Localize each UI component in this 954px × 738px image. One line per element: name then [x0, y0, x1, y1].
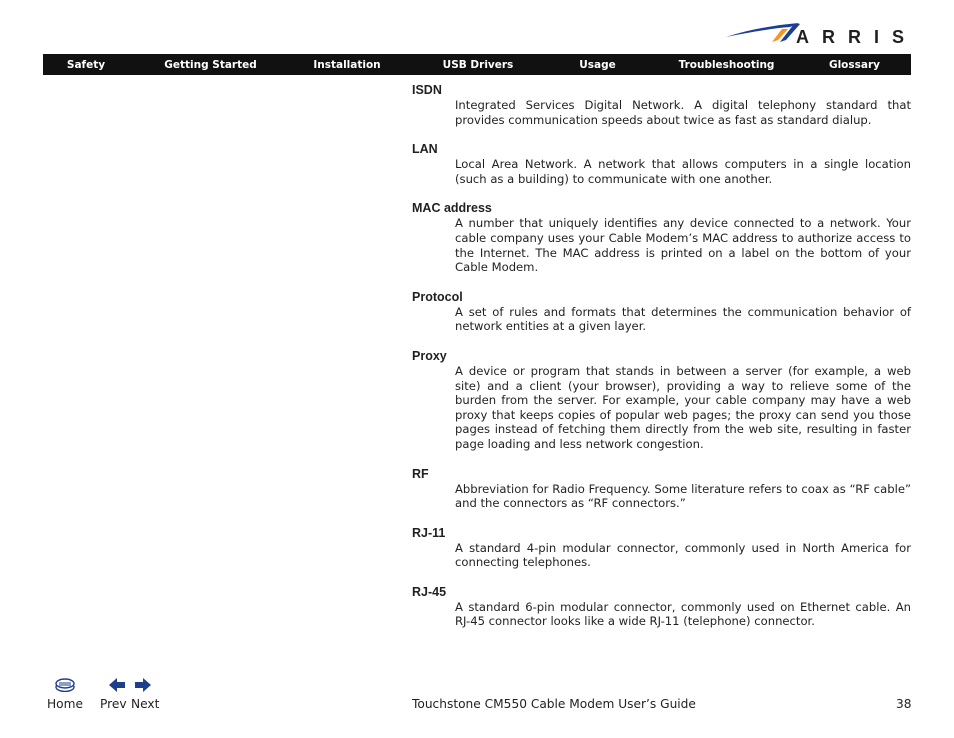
top-navigation-bar [43, 54, 911, 75]
glossary-definition: A device or program that stands in between a server (for example, a web site) and a client (your browser), providing a way to relieve some of the burden from the server. For example, your cable company may have a web proxy that keeps copies of popular web pages; the proxy can send you those pages instead of fetching them directly from the web site, resulting in faster page loading and less network congestion. [455, 363, 911, 451]
glossary-term: Protocol [412, 289, 463, 304]
glossary-term: RF [412, 466, 429, 481]
glossary-entry [412, 467, 911, 511]
prev-link[interactable]: Prev [100, 697, 127, 711]
glossary-entry [412, 201, 911, 274]
glossary-term: LAN [412, 142, 438, 157]
next-link[interactable]: Next [131, 697, 160, 711]
glossary-term: ISDN [412, 83, 442, 97]
glossary-entry [412, 585, 911, 629]
arrow-right-icon[interactable] [134, 677, 152, 693]
glossary-term: MAC address [412, 201, 492, 216]
glossary-definition: A standard 6-pin modular connector, commonly used on Ethernet cable. An RJ-45 connector looks like a wide RJ-11 (telephone) connector. [455, 599, 911, 629]
glossary-definition: Integrated Services Digital Network. A digital telephony standard that provides communication speeds about twice as fast as standard dialup. [455, 98, 911, 127]
glossary-entry [412, 83, 911, 127]
glossary-entry [412, 526, 911, 570]
glossary-definition: Abbreviation for Radio Frequency. Some literature refers to coax as “RF cable” and the connectors as “RF connectors.” [455, 481, 911, 511]
arris-logo-wordmark: ARRIS [796, 27, 918, 47]
page-number: 38 [896, 697, 912, 711]
nav-usb-drivers[interactable]: USB Drivers [442, 58, 514, 71]
glossary-definition: A number that uniquely identifies any device connected to a network. Your cable company uses your Cable Modem’s MAC address to authorize access to the Internet. The MAC address is printed on a label on the bottom of your Cable Modem. [455, 216, 911, 275]
glossary-term: Proxy [412, 348, 447, 363]
glossary-term: RJ-11 [412, 525, 446, 540]
glossary-entry [412, 142, 911, 186]
nav-installation[interactable]: Installation [313, 58, 381, 71]
glossary-term: RJ-45 [412, 584, 447, 599]
document-title: Touchstone CM550 Cable Modem User’s Guide [412, 697, 696, 711]
glossary-content [412, 83, 911, 644]
glossary-definition: Local Area Network. A network that allows computers in a single location (such as a building) to communicate with one another. [455, 157, 911, 186]
nav-glossary[interactable]: Glossary [828, 58, 881, 71]
glossary-entry [412, 290, 911, 334]
nav-troubleshooting[interactable]: Troubleshooting [678, 58, 775, 71]
home-link[interactable]: Home [47, 697, 83, 711]
nav-safety[interactable]: Safety [66, 58, 106, 71]
home-icon[interactable] [55, 678, 75, 692]
nav-getting-started[interactable]: Getting Started [164, 58, 257, 71]
glossary-definition: A set of rules and formats that determines the communication behavior of network entities at a given layer. [455, 304, 911, 334]
glossary-entry [412, 349, 911, 452]
arrow-left-icon[interactable] [108, 677, 126, 693]
nav-usage[interactable]: Usage [579, 58, 616, 71]
glossary-definition: A standard 4-pin modular connector, commonly used in North America for connecting telephones. [455, 540, 911, 570]
